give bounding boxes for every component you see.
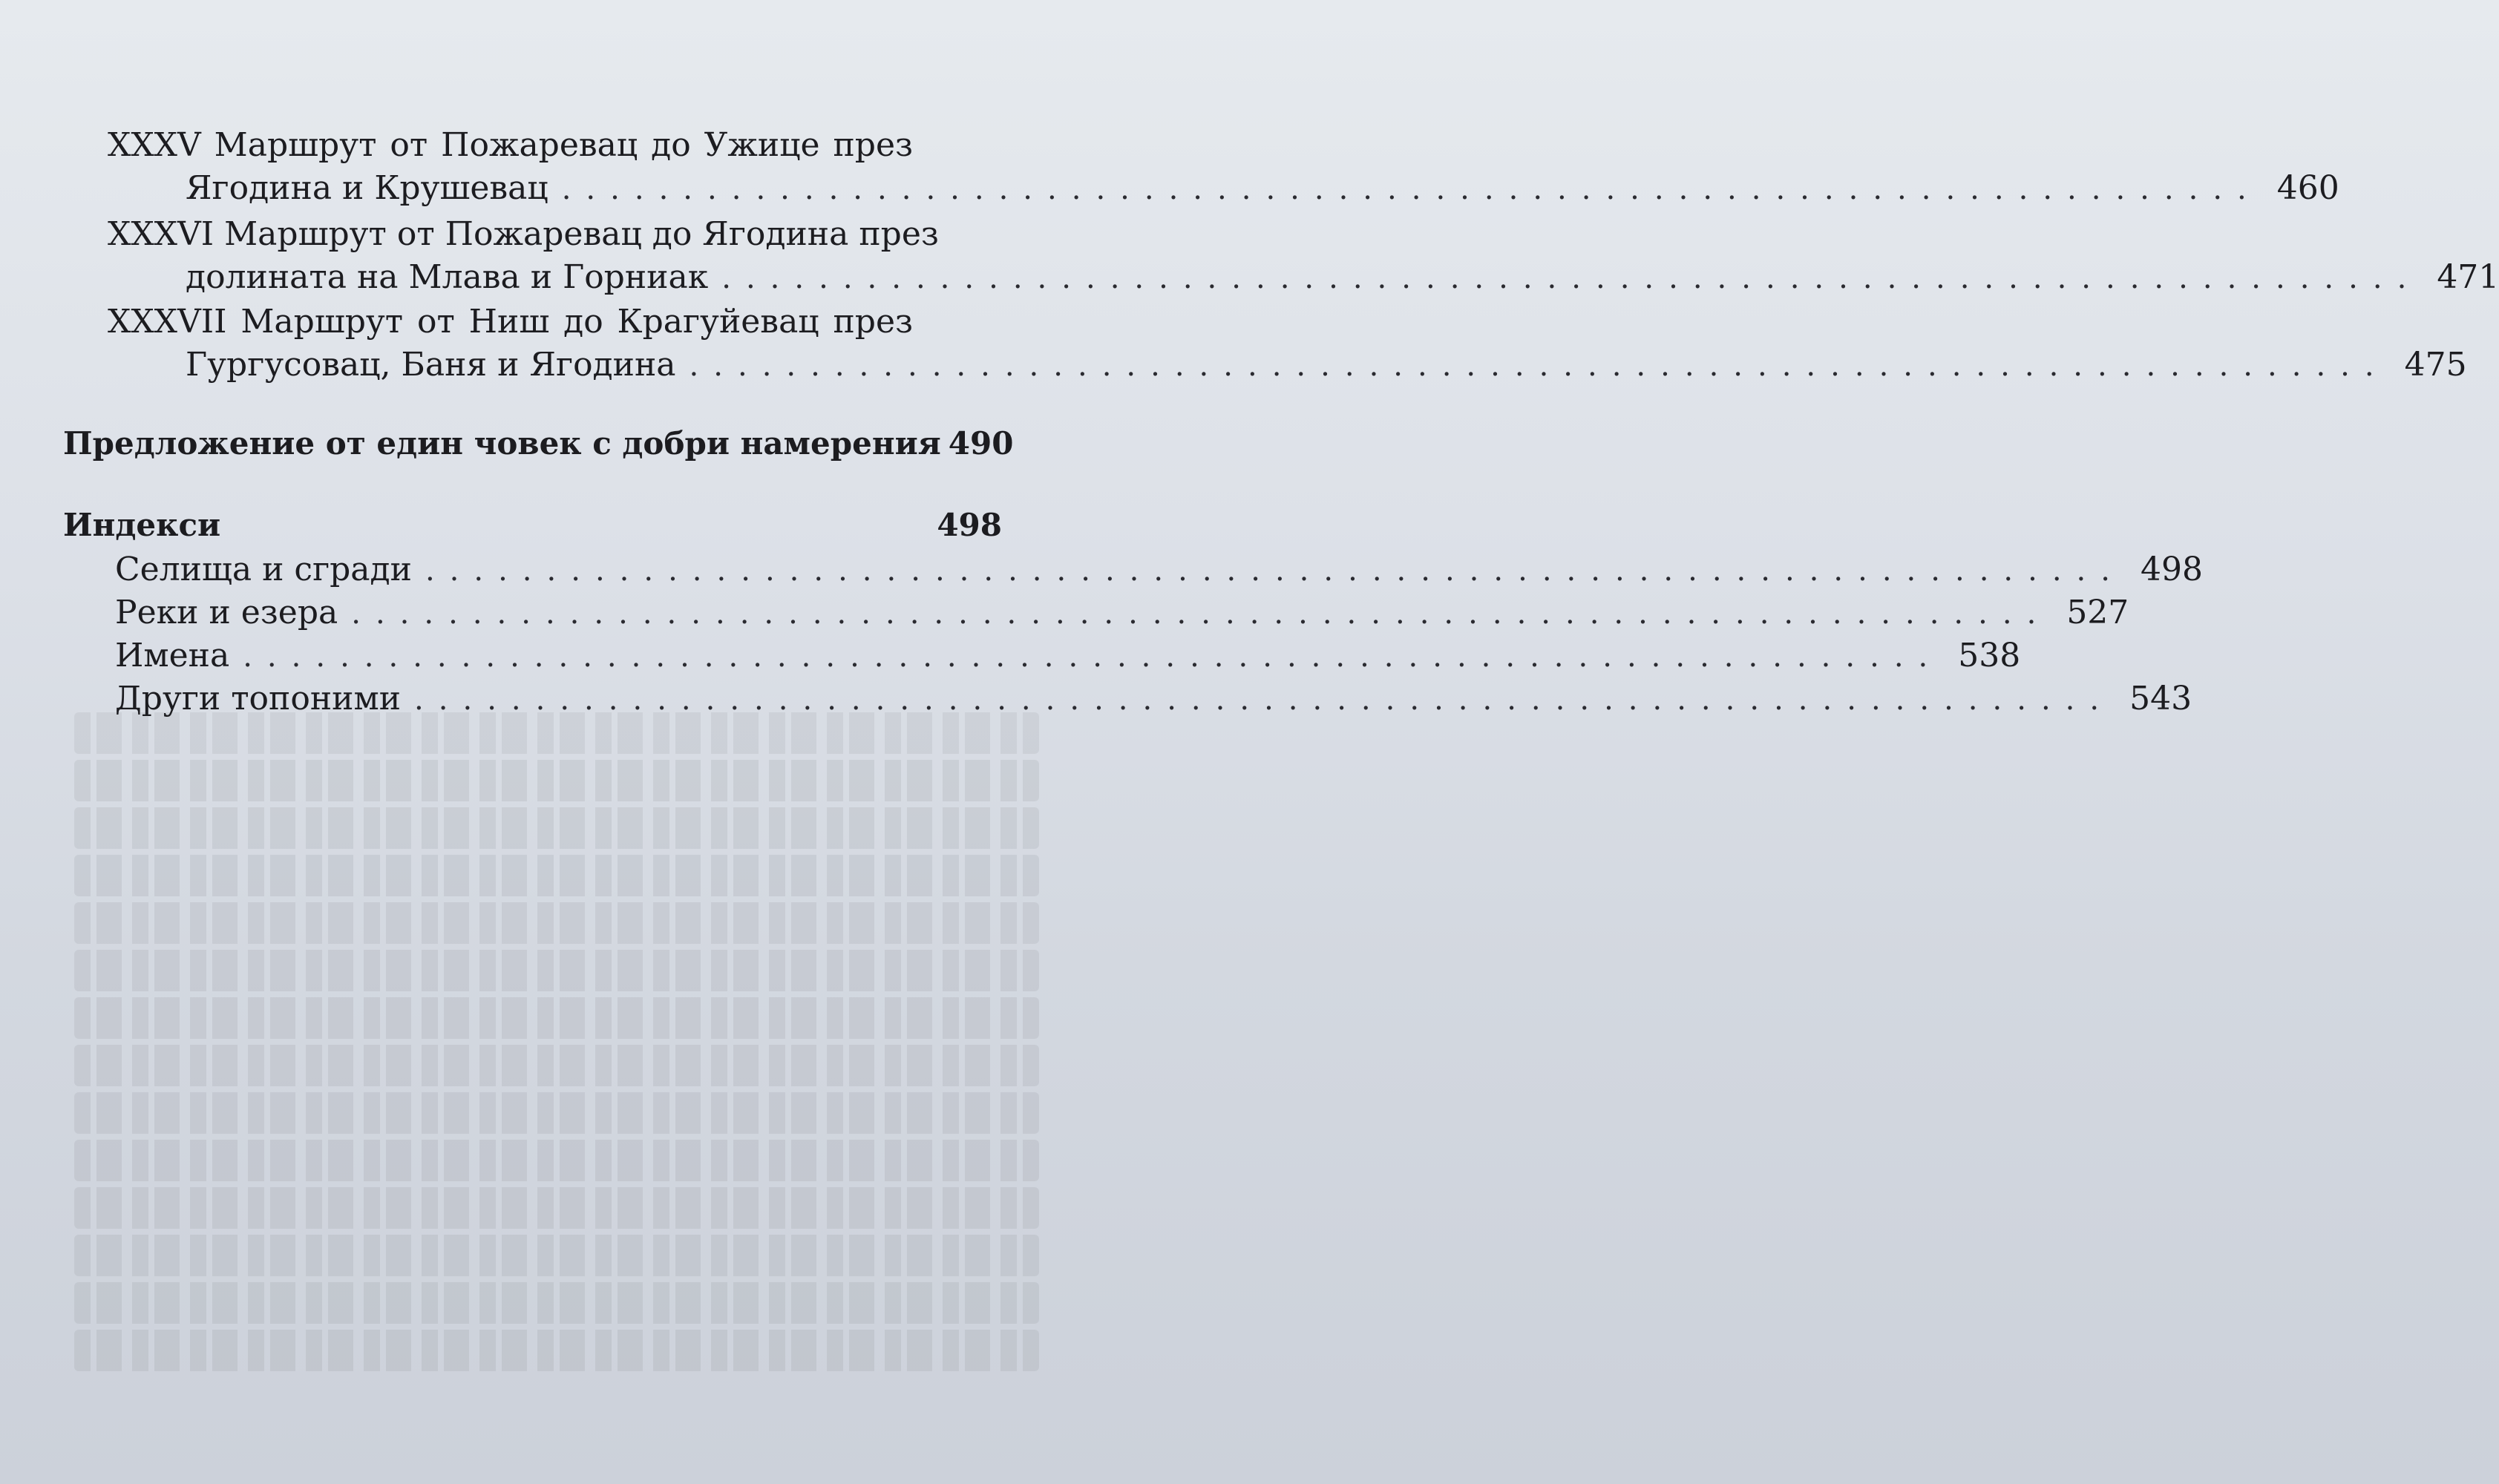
- toc-index-item[interactable]: [115, 592, 2129, 634]
- toc-indexes-page: 498: [937, 507, 1002, 543]
- toc-index-item-page: 543: [2129, 680, 2192, 718]
- toc-proposal-page: 490: [948, 425, 1014, 462]
- toc-index-item-label: Реки и езера: [115, 594, 338, 631]
- dot-leader: ......................................................................: [689, 349, 2389, 383]
- toc-chapter-36-row[interactable]: [186, 257, 2499, 299]
- toc-chapter-37-row[interactable]: [186, 344, 2467, 387]
- toc-index-item-page: 527: [2066, 594, 2129, 631]
- dot-leader: ......................................................................: [721, 261, 2422, 295]
- dot-leader: ......................................................................: [561, 172, 2261, 206]
- toc-chapter-36-title-line2: долината на Млава и Горниак: [186, 258, 709, 296]
- toc-chapter-36-page: 471: [2437, 258, 2499, 296]
- toc-index-item[interactable]: [115, 635, 2021, 677]
- page-show-through: [74, 712, 1039, 1454]
- toc-index-item[interactable]: [115, 549, 2203, 591]
- toc-index-item-page: 538: [1958, 637, 2021, 674]
- toc-chapter-35-title-line2: Ягодина и Крушевац: [186, 169, 548, 207]
- toc-chapter-37-page: 475: [2404, 346, 2467, 384]
- dot-leader: ......................................................................: [351, 597, 2051, 631]
- toc-proposal-row[interactable]: [63, 423, 1014, 464]
- toc-chapter-37-title-line1: XXXVII Маршрут от Ниш до Крагуйевац през: [108, 303, 913, 341]
- toc-index-item-label: Други топоними: [115, 680, 402, 718]
- toc-index-item-label: Селища и сгради: [115, 551, 412, 588]
- toc-index-item-label: Имена: [115, 637, 230, 674]
- toc-indexes-title: Индекси: [63, 507, 221, 543]
- toc-chapter-35-title-line1: XXXV Маршрут от Пожаревац до Ужице през: [108, 126, 913, 164]
- dot-leader: ......................................................................: [414, 683, 2115, 717]
- toc-chapter-36-title-line1: XXXVI Маршрут от Пожаревац до Ягодина през: [108, 215, 939, 253]
- toc-proposal-title: Предложение от един човек с добри намерения: [63, 425, 941, 462]
- toc-chapter-35-row[interactable]: [186, 168, 2339, 210]
- dot-leader: ......................................................................: [425, 554, 2125, 588]
- toc-chapter-35-page: 460: [2276, 169, 2339, 207]
- toc-chapter-37-title-line2: Гургусовац, Баня и Ягодина: [186, 346, 676, 384]
- toc-indexes-row[interactable]: [63, 505, 1002, 546]
- dot-leader: ......................................................................: [243, 640, 1943, 674]
- toc-index-item[interactable]: [115, 678, 2192, 720]
- toc-index-item-page: 498: [2141, 551, 2203, 588]
